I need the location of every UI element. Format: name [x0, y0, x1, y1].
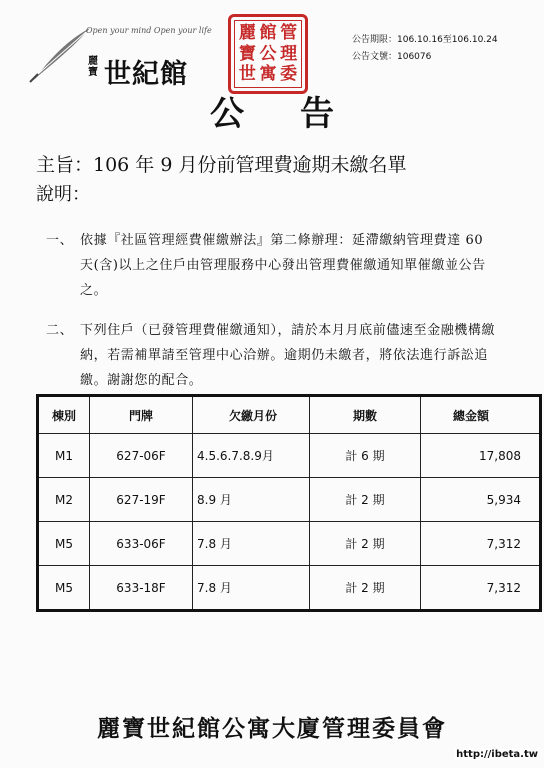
- cell-unit: 633-18F: [90, 566, 193, 611]
- cell-unit: 627-19F: [90, 478, 193, 522]
- seal-char: 寶: [238, 43, 256, 64]
- paragraph-number: 一、: [46, 233, 74, 248]
- logo: [24, 24, 212, 90]
- seal-char: 世: [238, 64, 256, 85]
- cell-months: 4.5.6.7.8.9月: [193, 434, 310, 478]
- table-row: [38, 434, 541, 478]
- paragraph-text: 下列住戶（已發管理費催繳通知），請於本月月底前儘速至金融機構繳納，若需補單請至管理中心洽辦。逾期仍未繳者，將依法進行訴訟追繳。謝謝您的配合。: [80, 323, 496, 388]
- seal-char: 麗: [238, 23, 256, 43]
- header-total: 總金額: [421, 396, 541, 434]
- cell-total: 17,808: [421, 434, 541, 478]
- cell-unit: 633-06F: [90, 522, 193, 566]
- paragraph-number: 二、: [46, 323, 74, 338]
- cell-building: M1: [38, 434, 90, 478]
- page-title: 公告: [210, 94, 390, 134]
- paragraph-text: 依據『社區管理經費催繳辦法』第二條辦理：延滯繳納管理費達 60 天(含)以上之住戶由管理服務中心發出管理費催繳通知單催繳並公告之。: [80, 233, 486, 298]
- cell-building: M2: [38, 478, 90, 522]
- logo-tagline: Open your mind Open your life: [86, 26, 212, 35]
- header-building: 棟別: [38, 396, 90, 434]
- table-row: [38, 478, 541, 522]
- cell-months: 7.8 月: [193, 522, 310, 566]
- cell-months: 8.9 月: [193, 478, 310, 522]
- watermark: http://ibeta.tw: [456, 749, 538, 760]
- logo-brand-small: 麗寶: [88, 56, 98, 78]
- cell-periods: 計 2 期: [310, 566, 421, 611]
- cell-months: 7.8 月: [193, 566, 310, 611]
- seal-char: 公: [259, 43, 277, 64]
- table-row: [38, 566, 541, 611]
- cell-periods: 計 2 期: [310, 522, 421, 566]
- cell-total: 7,312: [421, 522, 541, 566]
- cell-building: M5: [38, 522, 90, 566]
- document-number: 公告文號：106076: [352, 52, 432, 62]
- official-seal: [228, 14, 308, 94]
- cell-building: M5: [38, 566, 90, 611]
- cell-periods: 計 2 期: [310, 478, 421, 522]
- notice-period: 公告期限：106.10.16至106.10.24: [352, 35, 498, 45]
- paragraph-2: [46, 318, 496, 393]
- cell-total: 7,312: [421, 566, 541, 611]
- cell-unit: 627-06F: [90, 434, 193, 478]
- header-periods: 期數: [310, 396, 421, 434]
- cell-periods: 計 6 期: [310, 434, 421, 478]
- seal-char: 委: [280, 64, 298, 85]
- overdue-table: [36, 394, 542, 612]
- header-unit: 門牌: [90, 396, 193, 434]
- table-row: [38, 522, 541, 566]
- header-months-owed: 欠繳月份: [193, 396, 310, 434]
- subject-line: 主旨：106 年 9 月份前管理費逾期未繳名單: [36, 154, 407, 176]
- table-header-row: [38, 396, 541, 434]
- seal-char: 寓: [259, 64, 277, 85]
- paragraph-1: [46, 228, 496, 303]
- logo-brand: 世紀館: [104, 59, 188, 90]
- seal-char: 管: [280, 23, 298, 43]
- quill-pen-icon: [24, 24, 94, 84]
- seal-char: 理: [280, 43, 298, 64]
- seal-characters: [237, 23, 299, 85]
- explanation-label: 說明：: [36, 184, 90, 205]
- seal-char: 館: [259, 23, 277, 43]
- cell-total: 5,934: [421, 478, 541, 522]
- issuer-footer: 麗寶世紀館公寓大廈管理委員會: [97, 715, 447, 742]
